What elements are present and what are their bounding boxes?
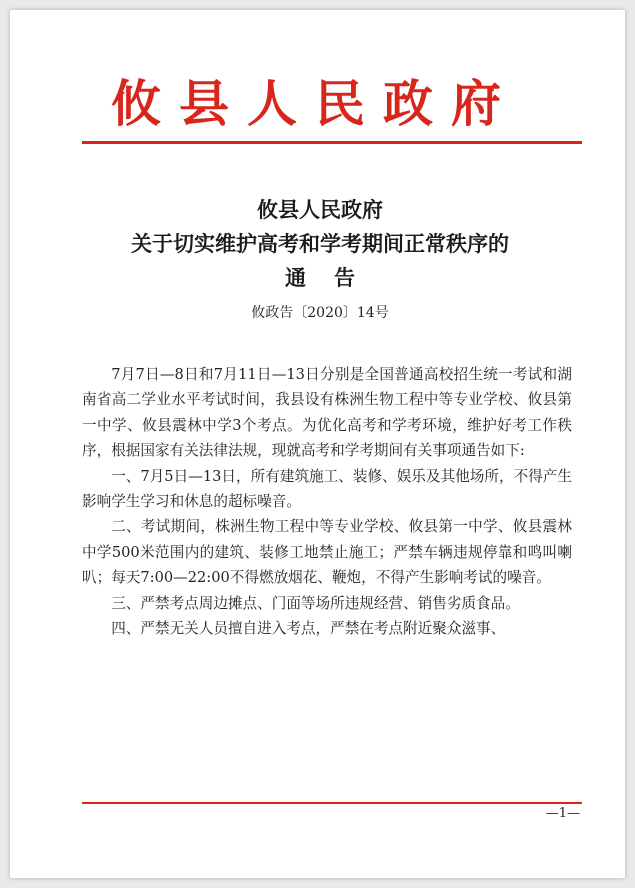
title-line-1: 攸县人民政府 [257,197,383,222]
document-page [10,10,625,878]
title-line-3: 通告 [285,265,383,290]
masthead: 攸县人民政府 [111,74,519,133]
document-number: 攸政告〔2020〕14号 [251,305,389,321]
paragraph-intro: 7月7日—8日和7月11日—13日分别是全国普通高校招生统一考试和湖南省高二学业水平考试时间，我县设有株洲生物工程中等专业学校、攸县第一中学、攸县震林中学3个考点。为优化高考和学考环境，维护好考工作秩序，根据国家有关法律法规，现就高考和学考期间有关事项通告如下: [82,366,572,460]
paragraph-item-2: 二、考试期间，株洲生物工程中等专业学校、攸县第一中学、攸县震林中学500米范围内的建筑、装修工地禁止施工；严禁车辆违规停靠和鸣叫喇叭；每天7:00—22:00不得燃放烟花、鞭炮，不得产生影响考试的噪音。 [82,518,572,587]
title-line-2: 关于切实维护高考和学考期间正常秩序的 [131,231,509,256]
paragraph-item-1: 一、7月5日—13日，所有建筑施工、装修、娱乐及其他场所，不得产生影响学生学习和休息的超标噪音。 [82,467,572,511]
paragraph-item-3: 三、严禁考点周边摊点、门面等场所违规经营、销售劣质食品。 [111,594,520,612]
red-divider-top [82,141,582,144]
red-divider-bottom [82,802,582,804]
paragraph-item-4: 四、严禁无关人员擅自进入考点，严禁在考点附近聚众滋事、 [111,620,506,638]
page-number: —1— [545,806,580,821]
document-body [82,362,572,641]
